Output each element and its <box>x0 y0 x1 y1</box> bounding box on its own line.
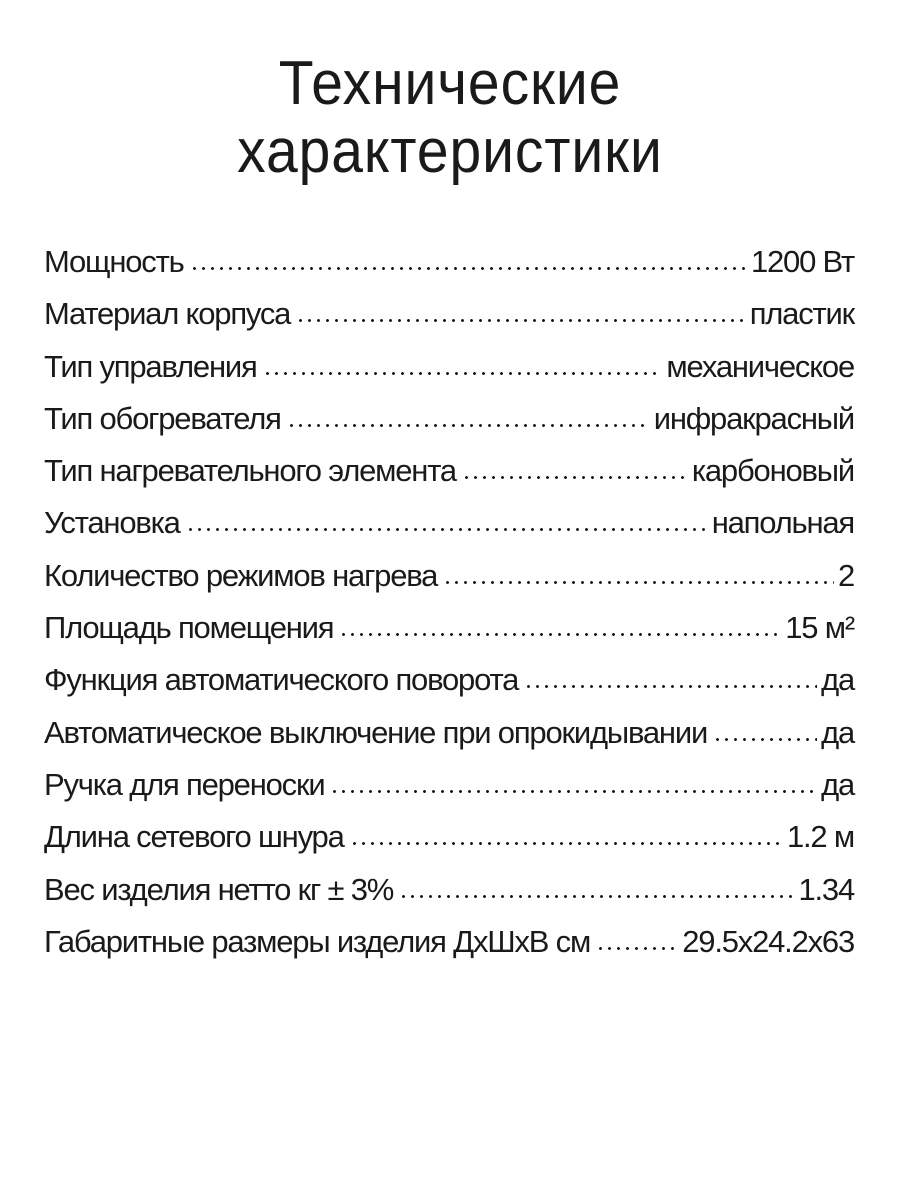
spec-list <box>44 236 854 968</box>
dot-leader <box>330 785 817 795</box>
spec-row-heating-modes <box>44 550 854 602</box>
spec-row-power <box>44 236 854 288</box>
spec-value: 1.34 <box>798 871 854 907</box>
spec-value: 29.5х24.2х63 <box>682 923 854 959</box>
dot-leader <box>263 367 663 377</box>
spec-row-auto-rotation <box>44 654 854 706</box>
spec-value: 15 м² <box>785 610 854 646</box>
spec-row-dimensions <box>44 916 854 968</box>
spec-row-installation <box>44 497 854 549</box>
dot-leader <box>713 733 817 743</box>
dot-leader <box>190 262 747 272</box>
spec-row-cord-length <box>44 811 854 863</box>
spec-row-heating-element <box>44 445 854 497</box>
spec-value: 2 <box>837 557 854 593</box>
spec-row-control-type <box>44 341 854 393</box>
spec-label: Автоматическое выключение при опрокидывании <box>44 714 708 750</box>
spec-label: Вес изделия нетто кг ± 3% <box>44 871 394 907</box>
spec-label: Материал корпуса <box>44 296 291 332</box>
spec-value: инфракрасный <box>653 400 854 436</box>
dot-leader <box>462 471 688 481</box>
dot-leader <box>339 628 781 638</box>
spec-row-tip-over-shutoff <box>44 707 854 759</box>
dot-leader <box>596 942 678 952</box>
spec-value: да <box>821 714 854 750</box>
spec-row-net-weight <box>44 864 854 916</box>
dot-leader <box>296 314 746 324</box>
spec-row-room-area <box>44 602 854 654</box>
spec-row-carry-handle <box>44 759 854 811</box>
dot-leader <box>186 523 708 533</box>
dot-leader <box>287 419 650 429</box>
spec-row-heater-type <box>44 393 854 445</box>
spec-label: Площадь помещения <box>44 610 334 646</box>
dot-leader <box>399 890 794 900</box>
dot-leader <box>524 680 817 690</box>
spec-label: Тип нагревательного элемента <box>44 453 456 489</box>
page-title-line-1: Технические <box>278 49 622 118</box>
spec-label: Длина сетевого шнура <box>44 819 344 855</box>
spec-label: Установка <box>44 505 180 541</box>
spec-label: Ручка для переноски <box>44 766 325 802</box>
spec-label: Тип управления <box>44 348 257 384</box>
spec-value: напольная <box>711 505 854 541</box>
spec-value: механическое <box>666 348 854 384</box>
spec-label: Мощность <box>44 244 184 279</box>
spec-value: пластик <box>749 296 854 332</box>
spec-value: 1200 Вт <box>750 244 854 279</box>
page-title <box>36 50 864 186</box>
spec-label: Количество режимов нагрева <box>44 557 438 593</box>
dot-leader <box>350 837 783 847</box>
spec-label: Тип обогревателя <box>44 400 281 436</box>
spec-value: да <box>821 766 854 802</box>
page-title-line-2: характеристики <box>237 117 663 186</box>
spec-value: карбоновый <box>691 453 854 489</box>
spec-label: Габаритные размеры изделия ДхШхВ см <box>44 923 591 959</box>
spec-value: да <box>821 662 854 698</box>
spec-row-body-material <box>44 288 854 340</box>
spec-value: 1.2 м <box>786 819 854 855</box>
spec-label: Функция автоматического поворота <box>44 662 519 698</box>
dot-leader <box>443 576 834 586</box>
